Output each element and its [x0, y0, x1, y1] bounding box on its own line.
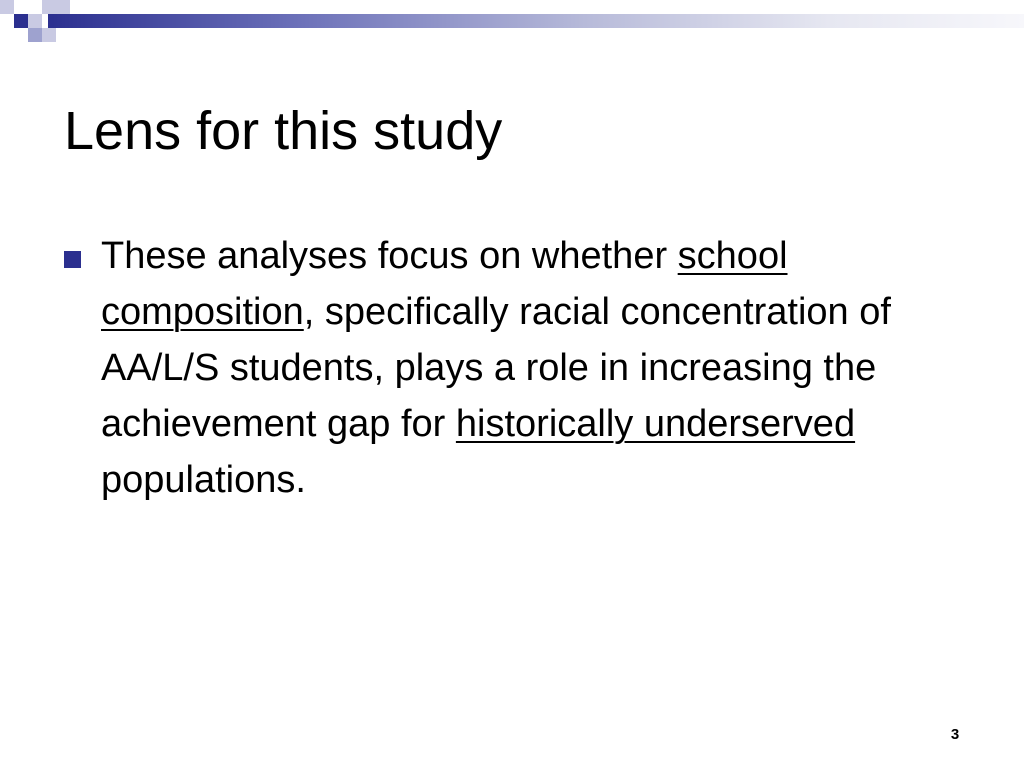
page-number: 3 [950, 726, 960, 743]
header-square [42, 28, 56, 42]
header-square [14, 28, 28, 42]
header-square [0, 0, 14, 14]
header-square [14, 0, 28, 14]
header-gradient-bar [48, 14, 1024, 28]
header-square [14, 14, 28, 28]
slide-title: Lens for this study [64, 101, 503, 161]
header-square [28, 28, 42, 42]
header-square [42, 0, 56, 14]
underlined-term-historically-underserved: historically underserved [455, 403, 856, 445]
square-bullet-icon [64, 251, 81, 268]
underlined-term-school-composition: school composition [101, 235, 788, 333]
bullet-item [64, 228, 964, 508]
bullet-text: These analyses focus on whether [101, 235, 678, 277]
header-decoration [0, 0, 1024, 46]
header-square [0, 14, 14, 28]
bullet-text: , specifically racial concentration of AA/L/S students, plays a role in increasing the achievement gap for [101, 291, 891, 445]
bullet-list [64, 228, 964, 508]
header-square [56, 0, 70, 14]
header-square [28, 14, 42, 28]
bullet-text: populations. [101, 459, 306, 501]
